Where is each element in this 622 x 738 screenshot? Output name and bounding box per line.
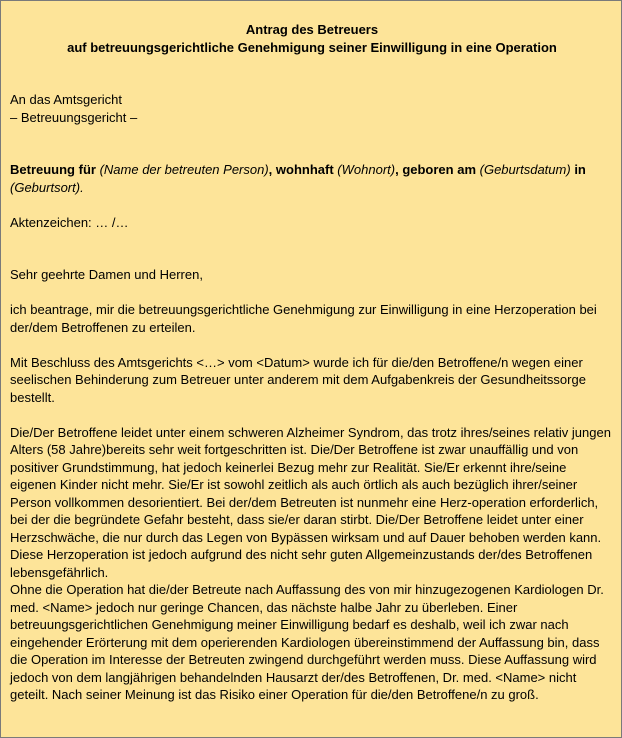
subject-label-betreuung: Betreuung für: [10, 162, 96, 177]
file-number: Aktenzeichen: … /…: [10, 214, 129, 230]
subject-birthdate-placeholder: (Geburtsdatum): [479, 162, 571, 177]
subject-label-geboren: , geboren am: [395, 162, 477, 177]
recipient-address: [10, 91, 614, 126]
subject-line: [10, 161, 614, 196]
subject-residence-placeholder: (Wohnort): [337, 162, 396, 177]
salutation: Sehr geehrte Damen und Herren,: [10, 267, 203, 282]
address-line-1: An das Amtsgericht: [10, 92, 122, 107]
subject-birthplace-placeholder: (Geburtsort).: [10, 179, 84, 195]
document-title: [10, 21, 614, 56]
paragraph-request: ich beantrage, mir die betreuungsgerichtliche Genehmigung zur Einwilligung in eine Herzoperation bei der/dem Betroffenen zu erteilen.: [10, 302, 597, 335]
subject-label-in: in: [574, 162, 586, 177]
title-line-1: Antrag des Betreuers: [245, 22, 379, 37]
paragraph-reasoning: Ohne die Operation hat die/der Betreute nach Auffassung des von mir hinzugezogenen Kardiologen Dr. med. <Name> jedoch nur geringe Chancen, das nächste halbe Jahr zu überleben. Einer betreuungsgerichtlichen Genehmigung meiner Einwilligung bedarf es deshalb, weil ich zwar nach eingehender Erörterung mit dem operierenden Kardiologen übereinstimmend der Auffassung bin, dass die Operation im Interesse der Betreuten zwingend durchgeführt werden muss. Diese Auffassung wird jedoch von dem langjährigen behandelnden Hausarzt der/des Betroffenen, Dr. med. <Name> nicht geteilt. Nach seiner Meinung ist das Risiko einer Operation für die/den Betroffene/n zu groß.: [10, 582, 604, 702]
paragraph-appointment: Mit Beschluss des Amtsgerichts <…> vom <Datum> wurde ich für die/den Betroffene/n wegen einer seelischen Behinderung zum Betreuer unter anderem mit dem Aufgabenkreis der Gesundheitssorge bestellt.: [10, 354, 586, 405]
subject-label-wohnhaft: , wohnhaft: [268, 162, 334, 177]
address-line-2: – Betreuungsgericht –: [10, 109, 138, 125]
title-line-2: auf betreuungsgerichtliche Genehmigung seiner Einwilligung in eine Operation: [67, 39, 557, 55]
subject-name-placeholder: (Name der betreuten Person): [99, 162, 269, 177]
paragraph-condition: Die/Der Betroffene leidet unter einem schweren Alzheimer Syndrom, das trotz ihres/seines relativ jungen Alters (58 Jahre)bereits sehr weit fortgeschritten ist. Die/Der Betroffene ist zwar unauffällig und von positiver Grundstimmung, hat jedoch keinerlei Bezug mehr zur Realität. Sie/Er erkennt ihre/seine eigenen Kinder nicht mehr. Sie/Er ist sowohl zeitlich als auch örtlich als auch bezüglich ihrer/seiner Person vollkommen desorientiert. Bei der/dem Betreuten ist nunmehr eine Herz-operation erforderlich, bei der die begründete Gefahr besteht, dass sie/er daran stirbt. Die/Der Betroffene leidet unter einer Herzschwäche, die nur durch das Legen von Bypässen wirksam und auf Dauer behoben werden kann. Diese Herzoperation ist jedoch aufgrund des nicht sehr guten Allgemeinzustands der/des Betroffenen lebensgefährlich.: [10, 424, 611, 580]
